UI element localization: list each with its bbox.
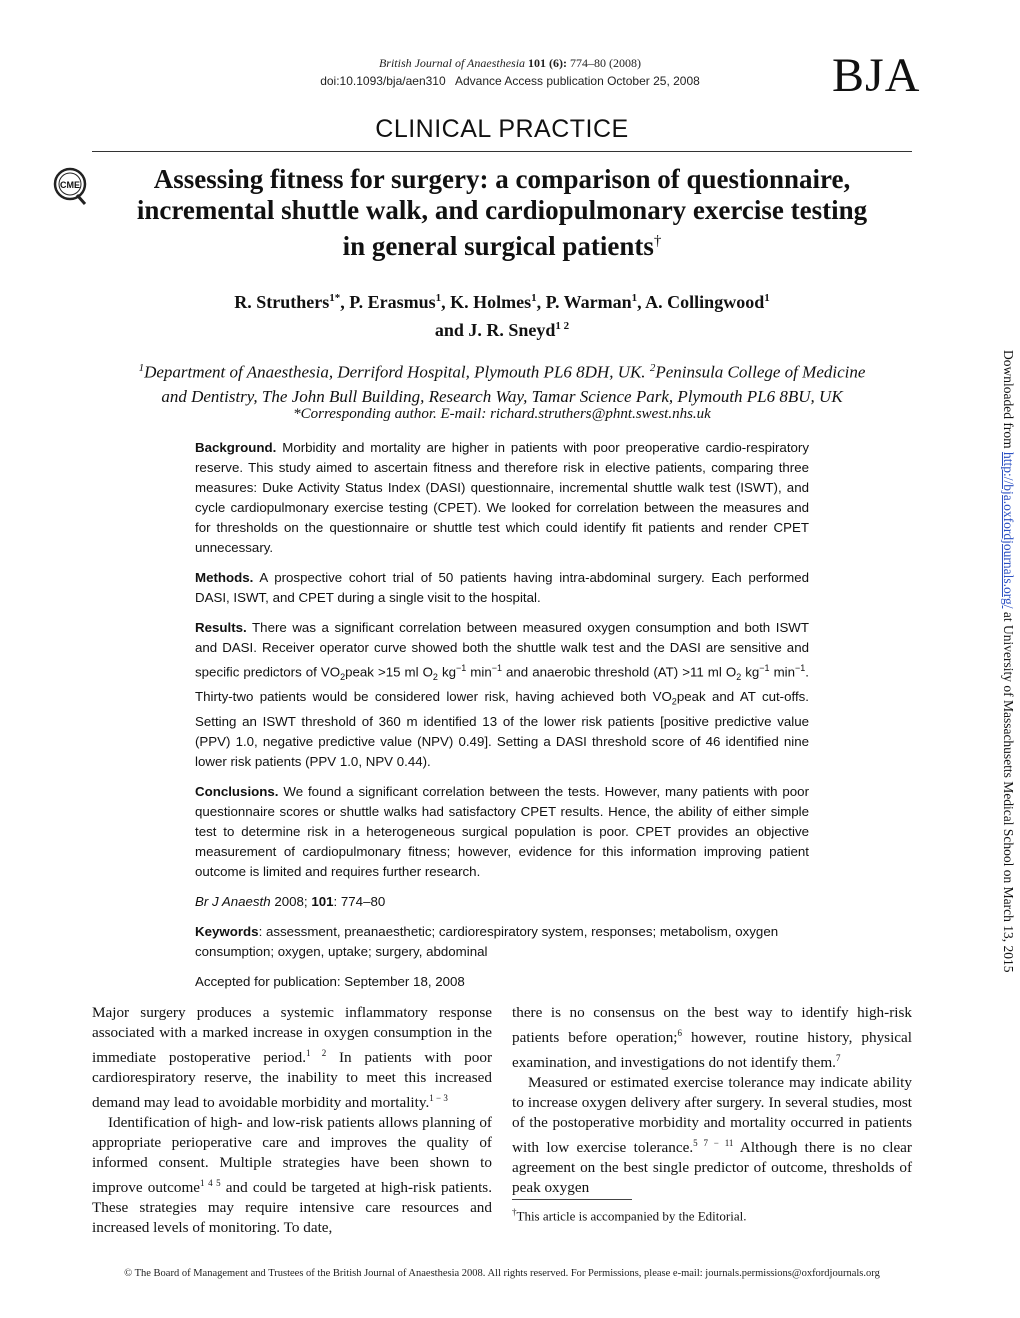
- journal-name: British Journal of Anaesthesia: [378, 56, 526, 70]
- cme-badge-icon: [50, 166, 90, 206]
- body-column-left: [92, 1003, 492, 1238]
- svg-text:CME: CME: [60, 180, 80, 190]
- abstract-text: min: [769, 664, 796, 680]
- accepted-date: Accepted for publication: September 18, 2008: [195, 973, 465, 989]
- abstract-label: Methods.: [195, 570, 254, 585]
- header-rule: [92, 151, 912, 152]
- abstract-text: A prospective cohort trial of 50 patients having intra-abdominal surgery. Each performed DASI, ISWT, and CPET during a single visit to the hospital.: [195, 570, 809, 605]
- author-sup: 1: [435, 292, 442, 304]
- body-text: and could be targeted at high-risk patients. These strategies may require intensive care resources and increased levels of monitoring. To date,: [92, 1179, 492, 1237]
- article-title: [92, 164, 912, 262]
- abstract-background: [195, 438, 809, 558]
- superscript: −1: [491, 663, 502, 673]
- advance-access: Advance Access publication October 25, 2008: [454, 74, 700, 88]
- keywords-text: : assessment, preanaesthetic; cardiorespiratory system, responses; metabolism, oxygen consumption; oxygen, uptake; surgery, abdominal: [195, 923, 779, 959]
- author-sup: 1 2: [555, 320, 570, 332]
- subscript: 2: [340, 672, 346, 683]
- abstract: [195, 438, 809, 1002]
- footnote-dagger: †: [512, 1207, 517, 1217]
- download-watermark: [998, 350, 1018, 973]
- reference-sup: 6: [677, 1028, 683, 1038]
- citation-line: [195, 892, 809, 912]
- reference-sup: 5 7 − 11: [693, 1138, 734, 1149]
- author-name: , P. Erasmus: [340, 292, 436, 312]
- abstract-label: Background.: [195, 440, 277, 455]
- author-sup: 1: [531, 292, 537, 304]
- bja-logo: BJA: [832, 49, 921, 102]
- body-text: there is no consensus on the best way to identify high-risk patients before operation;: [512, 1004, 912, 1047]
- author-sup: 1: [631, 292, 638, 304]
- journal-volume: 101 (6):: [528, 56, 568, 70]
- subscript: 2: [432, 672, 438, 683]
- superscript: −1: [795, 663, 806, 673]
- abstract-results: [195, 618, 809, 772]
- author-sup: 1*: [329, 292, 341, 304]
- title-line-2: incremental shuttle walk, and cardiopulmonary exercise testing: [136, 195, 868, 225]
- reference-sup: 1 2: [306, 1048, 327, 1058]
- citation-volume: 101: [311, 893, 334, 909]
- body-text: Measured or estimated exercise tolerance may indicate ability to increase oxygen delivery after surgery. In several studies, most of the postoperative morbidity and mortality occurred in patients with low exercise tolerance.: [512, 1074, 912, 1157]
- author-list: [92, 286, 912, 342]
- abstract-conclusions: [195, 782, 809, 882]
- abstract-text: and anaerobic threshold (AT) >11 ml O: [501, 664, 737, 680]
- reference-sup: 7: [835, 1053, 841, 1064]
- body-paragraph: [92, 1113, 492, 1238]
- affiliations: [92, 356, 912, 409]
- reference-sup: 1 4 5: [200, 1178, 221, 1189]
- abstract-text: . Thirty-two patients would be considered lower risk, having achieved both VO: [195, 664, 809, 705]
- citation-pages: : 774–80: [333, 893, 386, 909]
- body-paragraph: [512, 1003, 912, 1073]
- superscript: −1: [759, 663, 770, 673]
- footnote-text: This article is accompanied by the Editorial.: [516, 1208, 747, 1224]
- keywords: [195, 922, 809, 962]
- reference-sup: 1 − 3: [429, 1093, 448, 1104]
- abstract-label: Conclusions.: [195, 783, 279, 799]
- download-suffix: at University of Massachusetts Medical School on March 13, 2015: [1001, 608, 1016, 973]
- affil-sup: 1: [138, 362, 145, 374]
- body-paragraph: [92, 1003, 492, 1113]
- affiliation-2b: and Dentistry, The John Bull Building, Research Way, Tamar Science Park, Plymouth PL6 8BU, UK: [161, 386, 843, 406]
- citation-year: 2008;: [270, 893, 312, 909]
- journal-pages: 774–80 (2008): [570, 56, 642, 70]
- superscript: −1: [456, 663, 467, 673]
- author-name: , K. Holmes: [441, 292, 532, 312]
- body-text: Identification of high- and low-risk patients allows planning of appropriate perioperative care and improves the quality of informed consent. Multiple strategies have been shown to improve outcome: [92, 1114, 492, 1197]
- footnote: [512, 1207, 746, 1224]
- author-name: , P. Warman: [536, 292, 632, 312]
- title-line-3: in general surgical patients: [342, 231, 654, 261]
- journal-link[interactable]: http://bja.oxfordjournals.org/: [1001, 451, 1016, 609]
- body-paragraph: [512, 1073, 912, 1198]
- title-line-1: Assessing fitness for surgery: a comparison of questionnaire,: [153, 164, 851, 194]
- author-name: , A. Collingwood: [637, 292, 765, 312]
- abstract-text: kg: [741, 664, 760, 680]
- author-name: and J. R. Sneyd: [434, 320, 556, 340]
- journal-citation-line: [250, 56, 770, 71]
- copyright-line: © The Board of Management and Trustees of the British Journal of Anaesthesia 2008. All rights reserved. For Permissions, please e-mail: journals.permissions@oxfordjournals.org: [124, 1268, 880, 1279]
- title-dagger: †: [653, 233, 662, 249]
- abstract-text: peak and AT cut-offs. Setting an ISWT threshold of 360 m identified 13 of the lower risk patients [positive predictive value (PPV) 1.0, negative predictive value (NPV) 0.49]. Setting a DASI threshold score of 46 identified nine lower risk patients (PPV 1.0, NPV 0.44).: [195, 689, 810, 769]
- doi: doi:10.1093/bja/aen310: [320, 74, 446, 88]
- keywords-label: Keywords: [195, 923, 259, 939]
- body-column-right: [512, 1003, 912, 1198]
- body-text: however, routine history, physical examination, and investigations do not identify them.: [512, 1029, 912, 1072]
- body-text: Major surgery produces a systemic inflammatory response associated with a marked increase in oxygen consumption in the immediate postoperative period.: [92, 1004, 492, 1067]
- section-heading: CLINICAL PRACTICE: [375, 115, 629, 143]
- footnote-rule: [512, 1199, 632, 1200]
- author-sup: 1: [764, 292, 770, 304]
- abstract-methods: [195, 568, 809, 608]
- abstract-text: peak >15 ml O: [345, 664, 433, 680]
- affil-sup: 2: [649, 362, 656, 374]
- abstract-text: We found a significant correlation between the tests. However, many patients with poor questionnaire scores or shuttle walks had satisfactory CPET results. Hence, the ability of either simple test to determine risk in a heterogeneous surgical population is poor. CPET provides an objective measurement of cardiopulmonary fitness; however, evidence for this information improving patient outcome is limited and requires further research.: [195, 783, 809, 879]
- body-text: Although there is no clear agreement on the best single predictor of outcome, thresholds of peak oxygen: [512, 1139, 912, 1197]
- citation-journal: Br J Anaesth: [195, 893, 271, 909]
- subscript: 2: [736, 672, 742, 683]
- abstract-text: Morbidity and mortality are higher in patients with poor preoperative cardio-respiratory reserve. This study aimed to ascertain fitness and therefore risk in elective patients, comparing three measures: Duke Activity Status Index (DASI) questionnaire, incremental shuttle walk test (ISWT), and cycle cardiopulmonary exercise testing (CPET). We looked for correlation between the measures and for thresholds on the questionnaire or shuttle test which could identify fit patients and render CPET unnecessary.: [195, 440, 809, 555]
- author-name: R. Struthers: [234, 292, 330, 312]
- abstract-text: min: [466, 664, 492, 680]
- corresponding-author: *Corresponding author. E-mail: richard.struthers@phnt.swest.nhs.uk: [293, 406, 711, 422]
- download-prefix: Downloaded from: [1001, 350, 1016, 452]
- affiliation-1: Department of Anaesthesia, Derriford Hospital, Plymouth PL6 8DH, UK.: [144, 362, 646, 382]
- doi-line: [250, 74, 770, 88]
- abstract-label: Results.: [195, 620, 247, 635]
- abstract-text: kg: [437, 664, 456, 680]
- subscript: 2: [671, 696, 677, 707]
- abstract-text: There was a significant correlation between measured oxygen consumption and both ISWT and DASI. Receiver operator curve showed both the shuttle walk test and the DASI are sensitive and specific predictors of VO: [195, 620, 809, 680]
- affiliation-2a: Peninsula College of Medicine: [655, 362, 866, 382]
- body-text: In patients with poor cardiorespiratory reserve, the inability to meet this increased demand may lead to avoidable morbidity and mortality.: [92, 1049, 492, 1112]
